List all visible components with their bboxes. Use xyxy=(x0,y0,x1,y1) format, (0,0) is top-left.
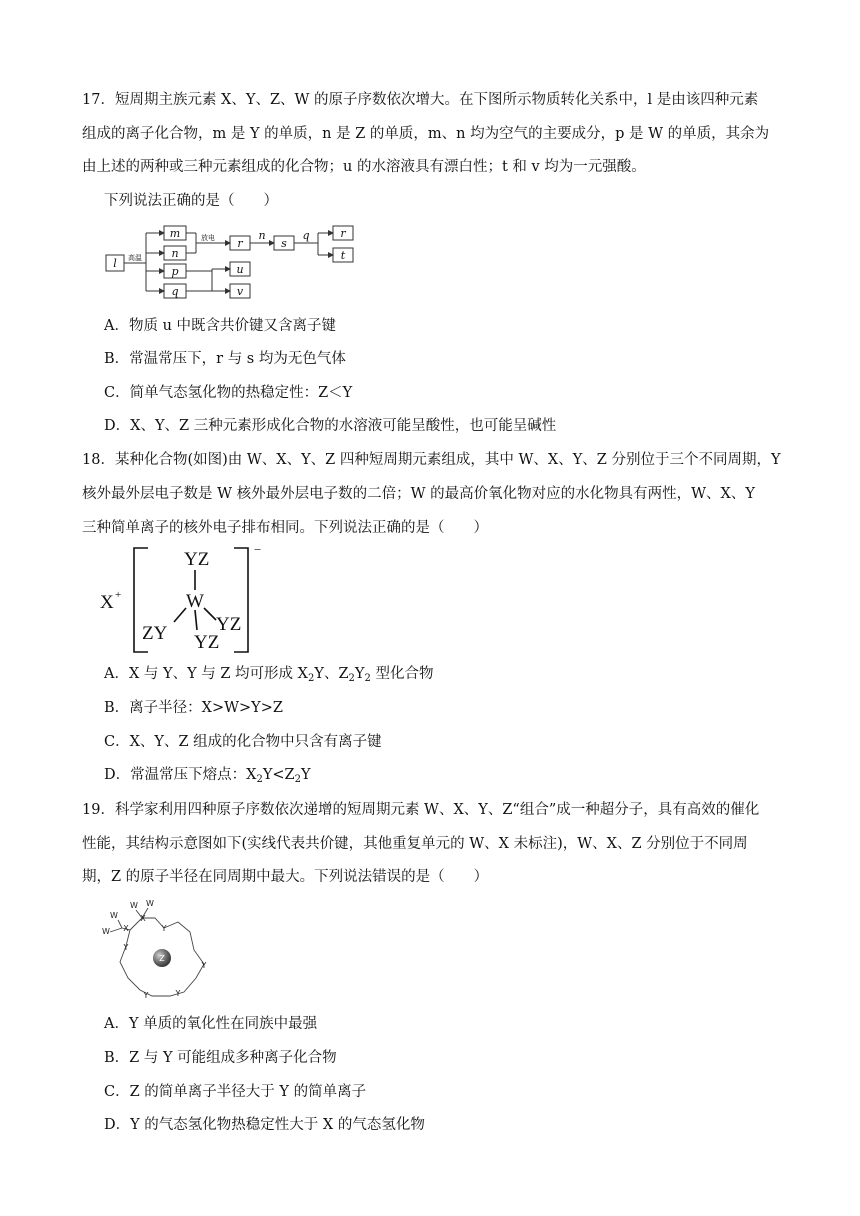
q18-option-a[interactable]: A．X 与 Y、Y 与 Z 均可形成 $X_2Y$、$Z_2Y_2$ 型化合物 xyxy=(104,666,434,684)
node-u: u xyxy=(236,263,244,276)
node-r: r xyxy=(237,237,243,250)
ring-y-2: Y xyxy=(123,943,129,952)
ring-w-3: W xyxy=(130,901,138,910)
node-q: q xyxy=(171,285,179,298)
q19-stem-line3: 期，Z 的原子半径在同周期中最大。下列说法错误的是（ ） xyxy=(82,869,489,885)
node-t: t xyxy=(340,249,346,262)
anion-charge: − xyxy=(254,544,262,557)
node-l: l xyxy=(113,257,117,270)
q19-stem-line1: 19．科学家利用四种原子序数依次递增的短周期元素 W、X、Y、Z“组合”成一种超分子，具有高效的催化 xyxy=(82,802,760,818)
q17-conversion-diagram xyxy=(100,222,370,304)
node-m: m xyxy=(169,227,181,240)
q18-option-d[interactable]: D．常温常压下熔点：$X_2Y<Z_2Y$ xyxy=(104,767,311,785)
node-s: s xyxy=(281,237,287,250)
q17-option-c[interactable]: C．简单气态氢化物的热稳定性：Z＜Y xyxy=(104,385,353,401)
cation-charge: + xyxy=(115,589,122,601)
ring-x-1: X xyxy=(123,924,129,933)
arrow-label-q: q xyxy=(302,229,310,242)
q17-prompt: 下列说法正确的是（ ） xyxy=(104,193,278,209)
ring-y-5: Y xyxy=(175,989,181,998)
q17-stem-line3: 由上述的两种或三种元素组成的化合物；u 的水溶液具有漂白性；t 和 v 均为一元强酸。 xyxy=(82,159,646,175)
q18-structure-diagram xyxy=(98,544,268,656)
node-p: p xyxy=(171,265,179,278)
ring-x-2: X xyxy=(140,914,146,923)
q17-stem-line2: 组成的离子化合物，m 是 Y 的单质，n 是 Z 的单质，m、n 均为空气的主要成分，p 是 W 的单质，其余为 xyxy=(82,126,770,142)
q19-stem-line2: 性能，其结构示意图如下(实线代表共价键，其他重复单元的 W、X 未标注)，W、X、Z 分别位于不同周 xyxy=(82,836,748,852)
q18-stem-line1: 18．某种化合物(如图)由 W、X、Y、Z 四种短周期元素组成，其中 W、X、Y、Z 分别位于三个不同周期，Y xyxy=(82,452,781,468)
condition-high-temp: 高温 xyxy=(128,254,142,262)
q19-option-b[interactable]: B．Z 与 Y 可能组成多种离子化合物 xyxy=(104,1050,337,1066)
node-v: v xyxy=(236,285,244,298)
node-n: n xyxy=(171,247,179,260)
q17-option-b[interactable]: B．常温常压下，r 与 s 均为无色气体 xyxy=(104,351,346,367)
ligand-top-yz: YZ xyxy=(184,549,210,570)
q17-stem-line1: 17．短周期主族元素 X、Y、Z、W 的原子序数依次增大。在下图所示物质转化关系中，l 是由该四种元素 xyxy=(82,92,759,108)
ring-w-1: W xyxy=(110,911,118,920)
center-w: W xyxy=(186,591,204,612)
ring-y-4: Y xyxy=(143,991,149,1000)
cation-x: X xyxy=(100,592,114,613)
q19-option-d[interactable]: D．Y 的气态氢化物热稳定性大于 X 的气态氢化物 xyxy=(104,1117,425,1133)
arrow-label-n: n xyxy=(258,229,266,242)
ring-w-2: W xyxy=(102,927,110,936)
q19-supramolecule-diagram xyxy=(100,898,220,1008)
q19-option-a[interactable]: A．Y 单质的氧化性在同族中最强 xyxy=(104,1016,318,1032)
node-r2: r xyxy=(340,227,346,240)
ring-y-3: Y xyxy=(201,961,207,970)
q18-option-b[interactable]: B．离子半径：X>W>Y>Z xyxy=(104,700,283,716)
ring-y-1: Y xyxy=(161,924,167,933)
q18-stem-line2: 核外最外层电子数是 W 核外最外层电子数的二倍；W 的最高价氧化物对应的水化物具有两性，W、X、Y xyxy=(82,486,755,502)
ring-z-label: Z xyxy=(159,954,165,963)
ligand-right-yz: YZ xyxy=(216,614,242,635)
ligand-left-zy: ZY xyxy=(142,623,168,644)
q18-option-c[interactable]: C．X、Y、Z 组成的化合物中只含有离子键 xyxy=(104,734,382,750)
ring-w-4: W xyxy=(146,899,154,908)
q18-stem-line3: 三种简单离子的核外电子排布相同。下列说法正确的是（ ） xyxy=(82,520,488,536)
q17-option-d[interactable]: D．X、Y、Z 三种元素形成化合物的水溶液可能呈酸性，也可能呈碱性 xyxy=(104,418,557,434)
q17-option-a[interactable]: A．物质 u 中既含共价键又含离子键 xyxy=(104,318,337,334)
ligand-bottom-yz: YZ xyxy=(194,632,220,653)
q19-option-c[interactable]: C．Z 的简单离子半径大于 Y 的简单离子 xyxy=(104,1084,367,1100)
condition-discharge: 放电 xyxy=(201,234,215,242)
